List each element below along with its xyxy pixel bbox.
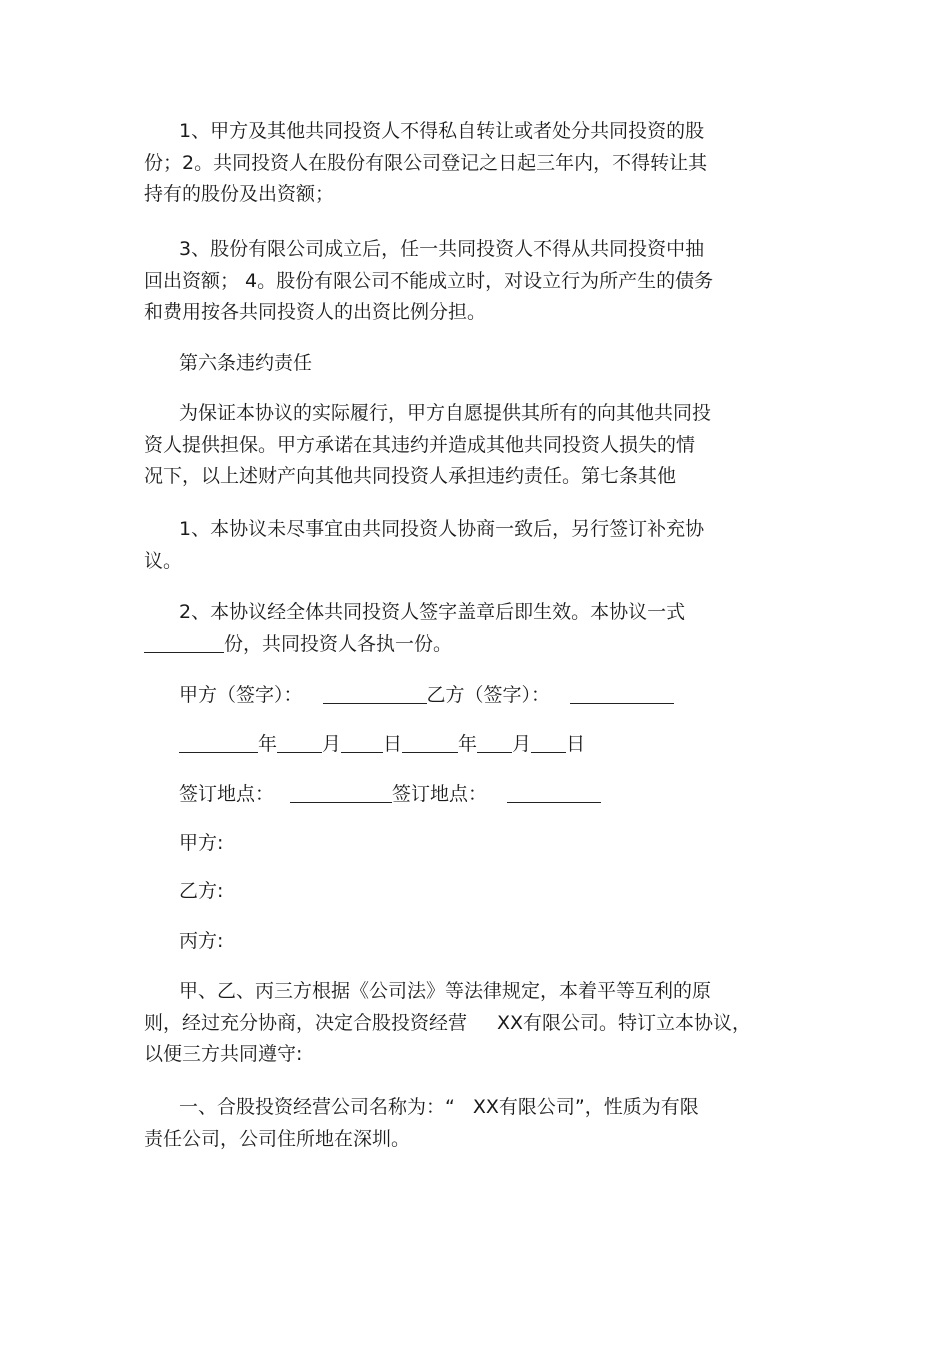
day-blank <box>531 732 566 753</box>
day-blank <box>341 732 383 753</box>
signature-line <box>144 680 784 712</box>
month-blank <box>277 732 322 753</box>
clause-paragraph-5 <box>144 597 784 660</box>
party-a-label: 甲方: <box>179 832 224 854</box>
party-a-sign-label: 甲方（签字）： <box>179 684 303 706</box>
year-blank <box>179 732 258 753</box>
text-line: 2、本协议经全体共同投资人签字盖章后即生效。本协议一式 <box>179 601 686 623</box>
party-b-sign-blank <box>570 683 674 704</box>
text-line: 回出资额； 4。股份有限公司不能成立时，对设立行为所产生的债务 <box>144 269 714 292</box>
text-fragment: 份，共同投资人各执一份。 <box>224 632 453 655</box>
text-line: 为保证本协议的实际履行，甲方自愿提供其所有的向其他共同投 <box>179 402 712 424</box>
text-line: 1、甲方及其他共同投资人不得私自转让或者处分共同投资的股 <box>179 120 705 142</box>
party-a-line <box>144 828 784 860</box>
text-line: 议。 <box>144 549 183 572</box>
text-line: 和费用按各共同投资人的出资比例分担。 <box>144 301 487 323</box>
party-a-sign-blank <box>323 683 427 704</box>
party-b-line <box>144 876 784 908</box>
place-label: 签订地点： <box>392 783 488 805</box>
month-label: 月 <box>512 733 532 755</box>
text-fragment: 一、合股投资经营公司名称为：“ <box>179 1096 455 1118</box>
text-line <box>144 779 784 811</box>
text-fragment: 则，经过充分协商，决定合股投资经营 <box>144 1011 468 1034</box>
clause-paragraph-1 <box>144 116 784 211</box>
signing-place-line <box>144 779 784 811</box>
text-line: 责任公司，公司住所地在深圳。 <box>144 1127 411 1150</box>
clause-paragraph-4 <box>144 514 784 577</box>
place-label: 签订地点： <box>179 783 275 805</box>
place-blank <box>290 782 392 803</box>
party-c-line <box>144 926 784 958</box>
text-line <box>144 1092 784 1124</box>
blank-copies-count <box>144 632 224 653</box>
year-label: 年 <box>258 733 278 755</box>
day-label: 日 <box>566 733 586 755</box>
text-line <box>144 629 784 661</box>
article-heading-6 <box>144 348 784 380</box>
month-blank <box>477 732 512 753</box>
clause-paragraph-3 <box>144 398 784 493</box>
month-label: 月 <box>322 733 342 755</box>
date-line <box>144 729 784 761</box>
day-label: 日 <box>383 733 403 755</box>
text-fragment: XX有限公司。特订立本协议， <box>497 1011 752 1034</box>
clause-paragraph-2 <box>144 234 784 329</box>
preamble-paragraph <box>144 976 784 1071</box>
year-blank <box>402 732 458 753</box>
text-line <box>144 680 784 712</box>
text-line: 资人提供担保。甲方承诺在其违约并造成其他共同投资人损失的情 <box>144 433 696 456</box>
text-line: 1、本协议未尽事宜由共同投资人协商一致后，另行签订补充协 <box>179 518 705 540</box>
text-line: 况下，以上述财产向其他共同投资人承担违约责任。第七条其他 <box>144 465 677 487</box>
party-b-label: 乙方: <box>179 880 224 902</box>
year-label: 年 <box>458 733 478 755</box>
text-fragment: XX有限公司”，性质为有限 <box>472 1096 699 1118</box>
party-b-sign-label: 乙方（签字）： <box>426 684 551 706</box>
place-blank <box>507 782 601 803</box>
text-line <box>144 729 784 761</box>
heading-text: 第六条违约责任 <box>179 352 313 374</box>
text-line: 甲、乙、丙三方根据《公司法》等法律规定，本着平等互利的原 <box>179 980 712 1002</box>
party-c-label: 丙方: <box>179 930 224 952</box>
text-line: 份；2。共同投资人在股份有限公司登记之日起三年内，不得转让其 <box>144 151 708 174</box>
text-line: 以便三方共同遵守: <box>144 1043 303 1065</box>
text-line: 3、股份有限公司成立后，任一共同投资人不得从共同投资中抽 <box>179 238 705 260</box>
text-line <box>144 1008 784 1040</box>
text-line: 持有的股份及出资额； <box>144 183 335 205</box>
company-name-paragraph <box>144 1092 784 1155</box>
